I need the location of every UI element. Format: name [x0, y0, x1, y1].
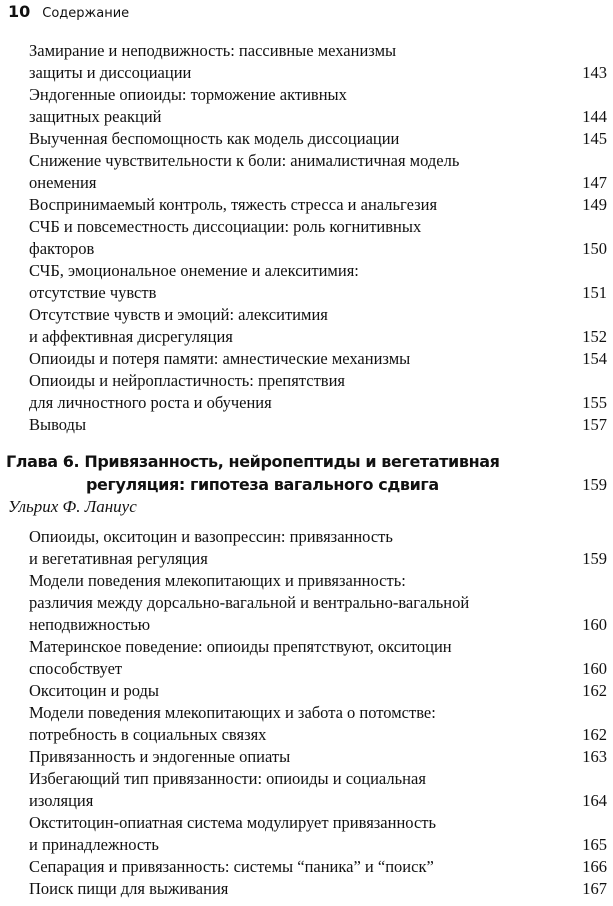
toc-entry[interactable]: [29, 812, 613, 856]
running-head: [8, 2, 129, 24]
toc-entry-line: Опиоиды и потеря памяти: амнестические механизмы: [29, 349, 411, 368]
toc-entry-page-number: 145: [582, 129, 607, 148]
toc-entry-title: [29, 526, 578, 570]
toc-entry[interactable]: [29, 304, 613, 348]
page-number: 10: [8, 2, 31, 21]
toc-entry-title: [29, 84, 578, 128]
toc-entry-line: онемения: [29, 173, 97, 192]
toc-entry-page-number: 149: [582, 195, 607, 214]
toc-entry-title: [29, 812, 578, 856]
toc-entry[interactable]: [29, 746, 613, 768]
toc-entry-page-number: 150: [582, 239, 607, 258]
toc-entry-title: [29, 216, 578, 260]
toc-entry-page-number: 157: [582, 415, 607, 434]
toc-entry-line: Замирание и неподвижность: пассивные механизмы: [29, 41, 397, 60]
toc-entry-line: и принадлежность: [29, 835, 159, 854]
toc-entry[interactable]: [29, 768, 613, 812]
section-spacer: [0, 436, 613, 450]
toc-entry-line: способствует: [29, 659, 123, 678]
toc-entry-line: неподвижностью: [29, 615, 151, 634]
running-title: Содержание: [42, 6, 130, 21]
toc-entry-line: и вегетативная регуляция: [29, 549, 208, 568]
toc-entry-line: Привязанность и эндогенные опиаты: [29, 747, 291, 766]
toc-entry[interactable]: [29, 526, 613, 570]
chapter-page-number: 159: [582, 475, 607, 494]
toc-entry-line: Модели поведения млекопитающих и привязанность:: [29, 571, 406, 590]
toc-entry-line: Воспринимаемый контроль, тяжесть стресса и анальгезия: [29, 195, 438, 214]
toc-entry-line: и аффективная дисрегуляция: [29, 327, 233, 346]
toc-entry-line: Сепарация и привязанность: системы “паника” и “поиск”: [29, 857, 434, 876]
toc-entry-title: [29, 194, 578, 216]
toc-entry[interactable]: [29, 128, 613, 150]
toc-entry-line: Снижение чувствительности к боли: анималистичная модель: [29, 151, 460, 170]
toc-entry-line: различия между дорсально-вагальной и вентрально-вагальной: [29, 593, 470, 612]
toc-entry-line: Опиоиды и нейропластичность: препятствия: [29, 371, 345, 390]
toc-entry-page-number: 151: [582, 283, 607, 302]
toc-entry-title: [29, 702, 578, 746]
toc-entry[interactable]: [29, 414, 613, 436]
toc-entry[interactable]: [29, 348, 613, 370]
toc-entry-title: [29, 150, 578, 194]
toc-entry[interactable]: [29, 680, 613, 702]
toc-entry-line: Поиск пищи для выживания: [29, 879, 229, 898]
toc-entry-page-number: 167: [582, 879, 607, 898]
toc-entry-title: [29, 570, 578, 636]
toc-entry[interactable]: [29, 194, 613, 216]
toc-entry-title: [29, 878, 578, 900]
toc-entry-title: [29, 370, 578, 414]
toc-entry-line: Окститоцин-опиатная система модулирует привязанность: [29, 813, 437, 832]
toc-entry-line: Окситоцин и роды: [29, 681, 159, 700]
toc-entry[interactable]: [29, 878, 613, 900]
toc-entry[interactable]: [29, 702, 613, 746]
toc-entry-page-number: 154: [582, 349, 607, 368]
toc-entry-line: отсутствие чувств: [29, 283, 157, 302]
toc-entry-page-number: 160: [582, 659, 607, 678]
toc-entry-line: Материнское поведение: опиоиды препятствуют, окситоцин: [29, 637, 452, 656]
toc-entry-page-number: 166: [582, 857, 607, 876]
chapter-author: Ульрих Ф. Ланиус: [8, 497, 137, 516]
toc-entry-line: защиты и диссоциации: [29, 63, 192, 82]
toc-entry-line: СЧБ, эмоциональное онемение и алекситимия:: [29, 261, 359, 280]
toc-entry-page-number: 162: [582, 725, 607, 744]
toc-entry[interactable]: [29, 370, 613, 414]
toc-entry-title: [29, 746, 578, 768]
toc-entry-page-number: 155: [582, 393, 607, 412]
toc-entry-line: факторов: [29, 239, 95, 258]
toc-entry-line: СЧБ и повсеместность диссоциации: роль когнитивных: [29, 217, 422, 236]
toc-entry-page-number: 159: [582, 549, 607, 568]
toc-entry-line: Эндогенные опиоиды: торможение активных: [29, 85, 347, 104]
toc-entry-page-number: 163: [582, 747, 607, 766]
toc-section-after: [0, 526, 613, 900]
toc-entry-page-number: 147: [582, 173, 607, 192]
toc-entry[interactable]: [29, 570, 613, 636]
toc-entry-line: Отсутствие чувств и эмоций: алекситимия: [29, 305, 328, 324]
toc-entry[interactable]: [29, 856, 613, 878]
toc-entry-title: [29, 636, 578, 680]
toc-entry-title: [29, 414, 578, 436]
toc-entry-line: Выводы: [29, 415, 87, 434]
toc-entry-line: потребность в социальных связях: [29, 725, 267, 744]
toc-entry-page-number: 164: [582, 791, 607, 810]
chapter-title-line-1: Глава 6. Привязанность, нейропептиды и вегетативная: [6, 452, 500, 471]
toc-entry-title: [29, 128, 578, 150]
toc-entry-title: [29, 856, 578, 878]
toc-entry-page-number: 144: [582, 107, 607, 126]
toc-entry-line: Выученная беспомощность как модель диссоциации: [29, 129, 400, 148]
toc-entry-line: для личностного роста и обучения: [29, 393, 272, 412]
toc-entry-title: [29, 680, 578, 702]
chapter-title-line-2: регуляция: гипотеза вагального сдвига: [86, 475, 439, 494]
toc-entry-line: Модели поведения млекопитающих и забота о потомстве:: [29, 703, 436, 722]
toc-entry-title: [29, 768, 578, 812]
toc-entry-page-number: 143: [582, 63, 607, 82]
toc-entry[interactable]: [29, 150, 613, 194]
toc-entry-line: изоляция: [29, 791, 94, 810]
toc-entry-title: [29, 40, 578, 84]
toc-entry[interactable]: [29, 260, 613, 304]
toc-entry[interactable]: [29, 216, 613, 260]
toc-entry[interactable]: [29, 40, 613, 84]
toc-entry-page-number: 165: [582, 835, 607, 854]
toc-entry-line: Избегающий тип привязанности: опиоиды и социальная: [29, 769, 426, 788]
toc-entry-line: Опиоиды, окситоцин и вазопрессин: привязанность: [29, 527, 393, 546]
toc-entry-page-number: 152: [582, 327, 607, 346]
chapter-heading[interactable]: [6, 450, 613, 496]
toc-entry[interactable]: [29, 636, 613, 680]
toc-entry-title: [29, 260, 578, 304]
toc-section-before: [0, 40, 613, 436]
toc-entry-title: [29, 304, 578, 348]
table-of-contents: [0, 40, 613, 900]
toc-entry-page-number: 162: [582, 681, 607, 700]
toc-entry-page-number: 160: [582, 615, 607, 634]
toc-entry[interactable]: [29, 84, 613, 128]
toc-entry-line: защитных реакций: [29, 107, 162, 126]
toc-entry-title: [29, 348, 578, 370]
